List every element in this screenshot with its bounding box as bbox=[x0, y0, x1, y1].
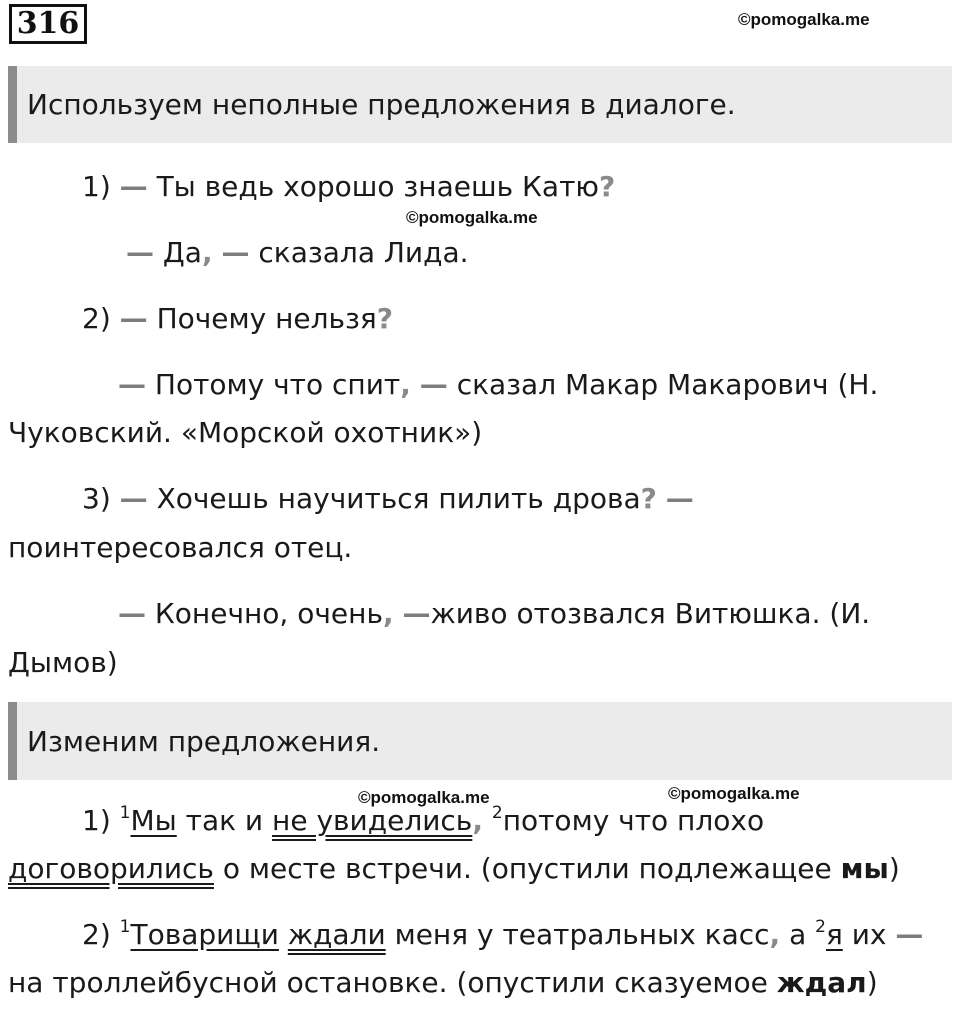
replica-text: Конечно, очень bbox=[154, 597, 383, 630]
dialogue-3-line-2 bbox=[8, 531, 352, 565]
comma: , bbox=[201, 236, 213, 269]
sentence-text: меня у театральных касс bbox=[385, 918, 770, 951]
clause-index: 2 bbox=[815, 917, 826, 937]
predicate: ждали bbox=[287, 918, 386, 951]
dash: — bbox=[119, 170, 148, 203]
watermark: ©pomogalka.me bbox=[738, 10, 870, 29]
author-words: живо отозвался Витюшка. (И. bbox=[430, 597, 871, 630]
dash: — bbox=[119, 482, 148, 515]
item-number: 1) bbox=[82, 804, 111, 837]
author-words: поинтересовался отец. bbox=[8, 531, 353, 564]
dialogue-3-line-1 bbox=[82, 482, 694, 516]
clause-index: 1 bbox=[119, 917, 131, 937]
sentence-1-line-1 bbox=[82, 804, 764, 838]
watermark: ©pomogalka.me bbox=[358, 788, 490, 807]
section-header bbox=[8, 702, 952, 780]
sentence-text: а bbox=[780, 918, 816, 951]
dialogue-2-line-3 bbox=[8, 416, 482, 450]
replica-text: Почему нельзя bbox=[156, 302, 377, 335]
subject: Товарищи bbox=[130, 918, 279, 951]
sentence-text: на троллейбусной остановке. (опустили сказуемое bbox=[8, 966, 777, 999]
author-words: Чуковский. «Морской охотник») bbox=[8, 416, 483, 449]
dash: — bbox=[895, 918, 924, 951]
sentence-text: так и bbox=[176, 804, 273, 837]
item-number: 2) bbox=[82, 302, 111, 335]
sentence-text: их bbox=[842, 918, 896, 951]
dialogue-2-line-2 bbox=[118, 368, 878, 402]
author-words: Дымов) bbox=[8, 646, 118, 679]
author-words: сказала Лида. bbox=[258, 236, 469, 269]
watermark: ©pomogalka.me bbox=[668, 784, 800, 803]
author-words: сказал Макар Макарович (Н. bbox=[456, 368, 879, 401]
dash: — bbox=[665, 482, 694, 515]
item-number: 2) bbox=[82, 918, 111, 951]
subject: Мы bbox=[130, 804, 177, 837]
dialogue-1-line-2 bbox=[126, 236, 469, 270]
comma: , bbox=[769, 918, 781, 951]
section-header bbox=[8, 66, 952, 143]
watermark: ©pomogalka.me bbox=[406, 208, 538, 227]
predicate: не увиделись bbox=[272, 804, 473, 837]
sentence-text: ) bbox=[888, 852, 900, 885]
item-number: 3) bbox=[82, 482, 111, 515]
replica-text: Да bbox=[162, 236, 202, 269]
sentence-2-line-1 bbox=[82, 918, 923, 952]
sentence-text: о месте встречи. (опустили подлежащее bbox=[213, 852, 841, 885]
replica-text: Ты ведь хорошо знаешь Катю bbox=[156, 170, 599, 203]
clause-index: 2 bbox=[491, 803, 503, 823]
dialogue-2-line-1 bbox=[82, 302, 393, 336]
dialogue-3-line-4 bbox=[8, 646, 118, 680]
question-mark: ? bbox=[640, 482, 657, 515]
question-mark: ? bbox=[598, 170, 616, 203]
comma: , bbox=[472, 804, 483, 837]
dialogue-1-line-1 bbox=[82, 170, 615, 204]
dash: — bbox=[118, 597, 146, 630]
sentence-text: потому что плохо bbox=[502, 804, 765, 837]
dash: — bbox=[221, 236, 250, 269]
predicate: договорились bbox=[8, 852, 214, 885]
comma: , bbox=[382, 597, 394, 630]
dash: — bbox=[402, 597, 431, 630]
dash: — bbox=[119, 302, 148, 335]
omitted-word: мы bbox=[840, 852, 889, 885]
replica-text: Потому что спит bbox=[154, 368, 401, 401]
sentence-2-line-2 bbox=[8, 966, 878, 1000]
subject: я bbox=[825, 918, 843, 951]
dash: — bbox=[118, 368, 146, 401]
omitted-word: ждал bbox=[776, 966, 867, 999]
sentence-1-line-2 bbox=[8, 852, 900, 886]
clause-index: 1 bbox=[119, 803, 131, 823]
dash: — bbox=[419, 368, 448, 401]
exercise-number: 316 bbox=[9, 4, 87, 44]
item-number: 1) bbox=[82, 170, 111, 203]
section-title: Изменим предложения. bbox=[27, 724, 381, 758]
dialogue-3-line-3 bbox=[118, 597, 870, 631]
dash: — bbox=[126, 236, 154, 269]
sentence-text: ) bbox=[866, 966, 878, 999]
question-mark: ? bbox=[376, 302, 394, 335]
section-title: Используем неполные предложения в диалоге. bbox=[27, 88, 736, 121]
comma: , bbox=[400, 368, 411, 401]
replica-text: Хочешь научиться пилить дрова bbox=[156, 482, 641, 515]
